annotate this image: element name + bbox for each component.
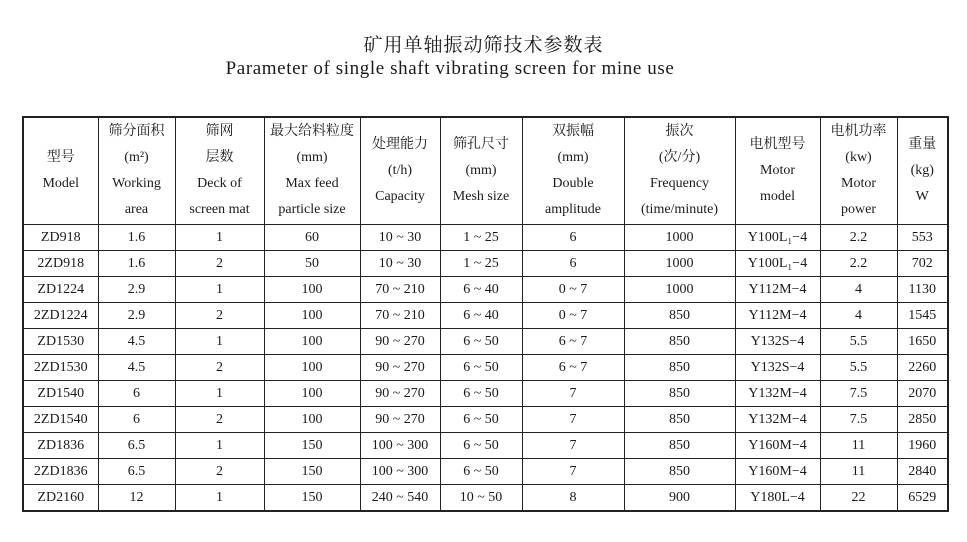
cell-mesh-size: 6 ~ 50: [440, 355, 522, 381]
table-row: [23, 329, 948, 355]
cell-working-area: 6: [98, 381, 175, 407]
header-line: model: [760, 189, 795, 204]
cell-max-feed-size: 60: [264, 225, 360, 251]
table-row: [23, 355, 948, 381]
cell-frequency: 900: [624, 485, 735, 512]
cell-model: 2ZD1836: [23, 459, 98, 485]
cell-weight: 2070: [897, 381, 948, 407]
cell-motor-model: Y112M−4: [735, 277, 820, 303]
cell-capacity: 90 ~ 270: [360, 381, 440, 407]
cell-weight: 1960: [897, 433, 948, 459]
cell-working-area: 6: [98, 407, 175, 433]
header-line: particle size: [278, 202, 346, 217]
cell-motor-power: 2.2: [820, 225, 897, 251]
header-line: 筛孔尺寸: [453, 137, 509, 152]
cell-mesh-size: 1 ~ 25: [440, 225, 522, 251]
cell-capacity: 70 ~ 210: [360, 277, 440, 303]
header-line: (mm): [296, 150, 328, 165]
header-max-feed-size: [264, 117, 360, 225]
cell-capacity: 10 ~ 30: [360, 251, 440, 277]
table-row: [23, 225, 948, 251]
header-line: (mm): [557, 150, 589, 165]
cell-working-area: 12: [98, 485, 175, 512]
cell-model: 2ZD1540: [23, 407, 98, 433]
cell-frequency: 1000: [624, 225, 735, 251]
cell-working-area: 6.5: [98, 433, 175, 459]
header-line: (time/minute): [641, 202, 718, 217]
header-mesh-size: [440, 117, 522, 225]
cell-deck: 1: [175, 329, 264, 355]
cell-frequency: 1000: [624, 277, 735, 303]
cell-frequency: 850: [624, 433, 735, 459]
parameter-table: [22, 116, 949, 512]
cell-motor-model: Y132S−4: [735, 355, 820, 381]
cell-mesh-size: 6 ~ 50: [440, 433, 522, 459]
table-row: [23, 277, 948, 303]
cell-weight: 553: [897, 225, 948, 251]
header-line: power: [841, 202, 876, 217]
header-line: area: [124, 202, 149, 217]
cell-double-amplitude: 6: [522, 251, 624, 277]
header-line: Mesh size: [452, 189, 510, 204]
table-row: [23, 485, 948, 512]
cell-deck: 2: [175, 459, 264, 485]
cell-motor-power: 7.5: [820, 381, 897, 407]
header-line: (kw): [845, 150, 872, 165]
cell-max-feed-size: 100: [264, 355, 360, 381]
cell-double-amplitude: 0 ~ 7: [522, 277, 624, 303]
cell-double-amplitude: 6 ~ 7: [522, 329, 624, 355]
cell-motor-power: 4: [820, 277, 897, 303]
cell-capacity: 90 ~ 270: [360, 355, 440, 381]
cell-model: ZD1224: [23, 277, 98, 303]
cell-working-area: 4.5: [98, 329, 175, 355]
cell-deck: 1: [175, 277, 264, 303]
table-row: [23, 459, 948, 485]
cell-deck: 2: [175, 251, 264, 277]
cell-max-feed-size: 100: [264, 407, 360, 433]
cell-capacity: 90 ~ 270: [360, 329, 440, 355]
header-line: Max feed: [285, 176, 339, 191]
header-line: 振次: [665, 124, 694, 139]
table-row: [23, 381, 948, 407]
cell-capacity: 70 ~ 210: [360, 303, 440, 329]
cell-capacity: 100 ~ 300: [360, 459, 440, 485]
table-row: [23, 251, 948, 277]
header-frequency: [624, 117, 735, 225]
header-motor-power: [820, 117, 897, 225]
cell-mesh-size: 6 ~ 40: [440, 303, 522, 329]
header-line: Deck of: [197, 176, 242, 191]
header-line: (t/h): [387, 163, 413, 178]
cell-motor-power: 5.5: [820, 329, 897, 355]
cell-motor-model: Y132M−4: [735, 407, 820, 433]
cell-mesh-size: 6 ~ 50: [440, 381, 522, 407]
header-deck: [175, 117, 264, 225]
cell-model: 2ZD1224: [23, 303, 98, 329]
cell-double-amplitude: 0 ~ 7: [522, 303, 624, 329]
header-weight: [897, 117, 948, 225]
cell-mesh-size: 6 ~ 50: [440, 407, 522, 433]
header-line: W: [915, 189, 929, 204]
header-line: 电机功率: [830, 124, 887, 139]
cell-deck: 1: [175, 433, 264, 459]
cell-max-feed-size: 50: [264, 251, 360, 277]
header-row: [23, 117, 948, 225]
cell-working-area: 6.5: [98, 459, 175, 485]
cell-max-feed-size: 100: [264, 277, 360, 303]
cell-double-amplitude: 8: [522, 485, 624, 512]
header-line: (kg): [910, 163, 934, 178]
cell-double-amplitude: 7: [522, 459, 624, 485]
header-line: 处理能力: [372, 137, 428, 152]
table-title-english: Parameter of single shaft vibrating screen for mine use: [225, 58, 675, 79]
header-line: 筛分面积: [108, 124, 165, 139]
cell-deck: 1: [175, 225, 264, 251]
cell-frequency: 850: [624, 329, 735, 355]
cell-deck: 1: [175, 485, 264, 512]
cell-frequency: 850: [624, 459, 735, 485]
cell-mesh-size: 6 ~ 40: [440, 277, 522, 303]
cell-motor-model: Y132M−4: [735, 381, 820, 407]
cell-motor-model: Y160M−4: [735, 433, 820, 459]
header-double-amplitude: [522, 117, 624, 225]
cell-frequency: 850: [624, 407, 735, 433]
table-title-chinese: 矿用单轴振动筛技术参数表: [363, 35, 604, 56]
cell-weight: 1130: [897, 277, 948, 303]
cell-max-feed-size: 150: [264, 433, 360, 459]
cell-double-amplitude: 6 ~ 7: [522, 355, 624, 381]
cell-weight: 1545: [897, 303, 948, 329]
cell-model: ZD1836: [23, 433, 98, 459]
header-model: [23, 117, 98, 225]
cell-mesh-size: 1 ~ 25: [440, 251, 522, 277]
cell-max-feed-size: 100: [264, 303, 360, 329]
cell-motor-power: 11: [820, 459, 897, 485]
cell-working-area: 2.9: [98, 277, 175, 303]
cell-weight: 1650: [897, 329, 948, 355]
cell-double-amplitude: 7: [522, 407, 624, 433]
cell-weight: 2850: [897, 407, 948, 433]
cell-deck: 2: [175, 407, 264, 433]
cell-max-feed-size: 150: [264, 459, 360, 485]
cell-motor-model: Y100L₁−4: [735, 251, 820, 277]
header-line: Frequency: [649, 176, 710, 191]
header-line: Motor: [760, 163, 795, 178]
table-row: [23, 433, 948, 459]
table-row: [23, 303, 948, 329]
cell-capacity: 10 ~ 30: [360, 225, 440, 251]
header-line: Model: [42, 176, 80, 191]
table-row: [23, 407, 948, 433]
cell-model: ZD1540: [23, 381, 98, 407]
header-line: 重量: [908, 137, 937, 152]
cell-motor-model: Y132S−4: [735, 329, 820, 355]
cell-working-area: 1.6: [98, 225, 175, 251]
cell-deck: 2: [175, 355, 264, 381]
cell-motor-power: 22: [820, 485, 897, 512]
cell-working-area: 2.9: [98, 303, 175, 329]
table-body: [23, 225, 948, 512]
cell-double-amplitude: 7: [522, 433, 624, 459]
cell-motor-model: Y180L−4: [735, 485, 820, 512]
cell-frequency: 850: [624, 303, 735, 329]
header-line: 筛网: [205, 124, 234, 139]
cell-mesh-size: 6 ~ 50: [440, 459, 522, 485]
cell-double-amplitude: 6: [522, 225, 624, 251]
header-line: (mm): [465, 163, 497, 178]
cell-motor-model: Y100L₁−4: [735, 225, 820, 251]
cell-working-area: 1.6: [98, 251, 175, 277]
header-line: (m²): [124, 150, 149, 165]
header-line: Capacity: [375, 189, 425, 204]
cell-max-feed-size: 100: [264, 329, 360, 355]
cell-model: ZD918: [23, 225, 98, 251]
header-motor-model: [735, 117, 820, 225]
header-line: Double: [552, 176, 594, 191]
cell-mesh-size: 10 ~ 50: [440, 485, 522, 512]
header-line: (次/分): [658, 150, 701, 165]
cell-motor-power: 5.5: [820, 355, 897, 381]
cell-motor-power: 4: [820, 303, 897, 329]
cell-motor-power: 2.2: [820, 251, 897, 277]
cell-motor-model: Y160M−4: [735, 459, 820, 485]
cell-weight: 702: [897, 251, 948, 277]
cell-max-feed-size: 100: [264, 381, 360, 407]
cell-model: 2ZD918: [23, 251, 98, 277]
cell-frequency: 1000: [624, 251, 735, 277]
header-line: Working: [112, 176, 161, 191]
header-line: screen mat: [189, 202, 250, 217]
header-working-area: [98, 117, 175, 225]
cell-weight: 2260: [897, 355, 948, 381]
header-line: 型号: [46, 150, 75, 165]
cell-double-amplitude: 7: [522, 381, 624, 407]
cell-capacity: 90 ~ 270: [360, 407, 440, 433]
cell-model: ZD2160: [23, 485, 98, 512]
cell-model: ZD1530: [23, 329, 98, 355]
cell-motor-power: 7.5: [820, 407, 897, 433]
header-line: 最大给料粒度: [270, 124, 354, 139]
header-line: amplitude: [545, 202, 601, 217]
header-line: 双振幅: [552, 124, 594, 139]
header-line: Motor: [841, 176, 876, 191]
header-capacity: [360, 117, 440, 225]
cell-frequency: 850: [624, 355, 735, 381]
header-line: 电机型号: [749, 137, 806, 152]
cell-mesh-size: 6 ~ 50: [440, 329, 522, 355]
cell-motor-model: Y112M−4: [735, 303, 820, 329]
header-line: 层数: [205, 150, 234, 165]
cell-capacity: 100 ~ 300: [360, 433, 440, 459]
cell-weight: 6529: [897, 485, 948, 512]
cell-model: 2ZD1530: [23, 355, 98, 381]
cell-deck: 2: [175, 303, 264, 329]
cell-max-feed-size: 150: [264, 485, 360, 512]
cell-deck: 1: [175, 381, 264, 407]
cell-frequency: 850: [624, 381, 735, 407]
cell-working-area: 4.5: [98, 355, 175, 381]
cell-weight: 2840: [897, 459, 948, 485]
cell-motor-power: 11: [820, 433, 897, 459]
cell-capacity: 240 ~ 540: [360, 485, 440, 512]
